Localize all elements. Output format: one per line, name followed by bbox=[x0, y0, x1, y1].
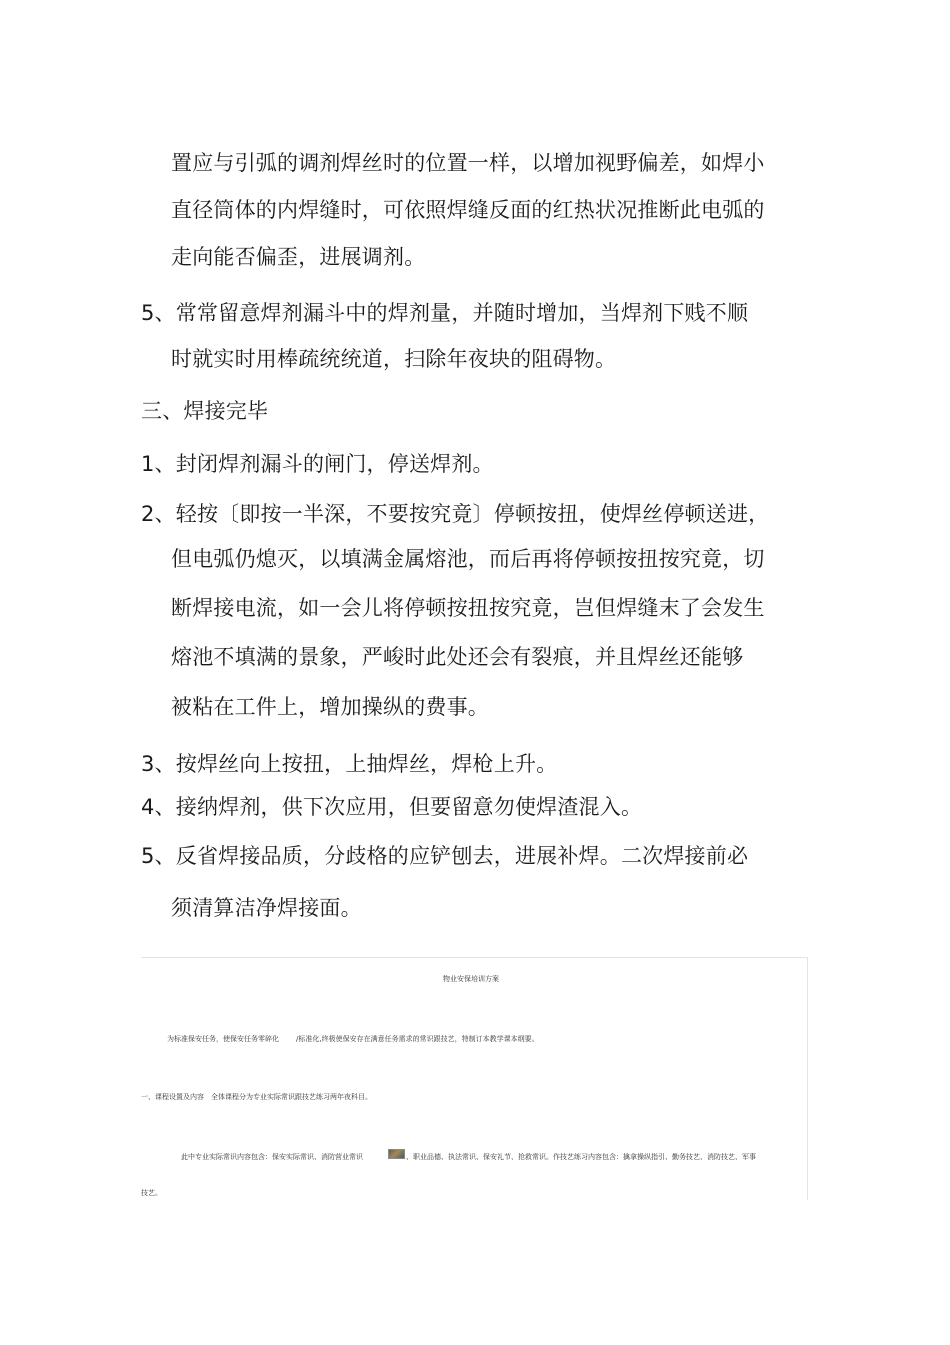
text-line: 断焊接电流，如一会儿将停顿按扭按究竟，岂但焊缝末了会发生 bbox=[171, 596, 765, 620]
embedded-section: 一、课程设置及内容 全体课程分为专业实际常识跟技艺练习两年夜科目。 bbox=[141, 1093, 372, 1101]
text-line: 2、轻按〔即按一半深，不要按究竟〕停顿按扭，使焊丝停顿送进， bbox=[141, 502, 770, 526]
text-line: 熔池不填满的景象，严峻时此处还会有裂痕，并且焊丝还能够 bbox=[171, 645, 744, 669]
text-line: 时就实时用棒疏统统道，扫除年夜块的阻碍物。 bbox=[171, 347, 617, 371]
embedded-para-a: 此中专业实际常识内容包含：保安实际常识、消防营业常识 bbox=[181, 1153, 363, 1161]
text-line: 5、反省焊接品质，分歧格的应铲刨去，进展补焊。二次焊接前必 bbox=[141, 844, 749, 868]
embedded-page-preview bbox=[141, 957, 808, 1200]
text-line: 5、常常留意焊剂漏斗中的焊剂量，并随时增加，当焊剂下贱不顺 bbox=[141, 301, 749, 325]
embedded-intro-b: /标准化,终极使保安存在满意任务需求的常识跟技艺，特制订本教学课本纲要。 bbox=[296, 1035, 539, 1043]
embedded-title: 物业安保培训方案 bbox=[443, 975, 499, 983]
text-line: 须清算洁净焊接面。 bbox=[171, 896, 362, 920]
embedded-intro-a: 为标准保安任务，使保安任务零碎化 bbox=[167, 1035, 279, 1043]
text-line: 被粘在工件上，增加操纵的费事。 bbox=[171, 695, 489, 719]
text-line: 3、按焊丝向上按扭，上抽焊丝，焊枪上升。 bbox=[141, 752, 558, 776]
text-line: 走向能否偏歪，进展调剂。 bbox=[171, 245, 426, 269]
text-line: 直径筒体的内焊缝时，可依照焊缝反面的红热状况推断此电弧的 bbox=[171, 198, 765, 222]
text-line: 1、封闭焊剂漏斗的闸门，停送焊剂。 bbox=[141, 452, 494, 476]
embedded-image-thumbnail bbox=[388, 1149, 405, 1159]
section-heading: 三、焊接完毕 bbox=[141, 399, 269, 423]
embedded-para-b: 、职业品德、执法常识、保安礼节、抢救常识。作技艺练习内容包含：擒拿操纵指引、勤务技艺、消防技艺、军事 bbox=[406, 1153, 756, 1161]
text-line: 4、接纳焊剂，供下次应用，但要留意勿使焊渣混入。 bbox=[141, 795, 643, 819]
text-line: 但电弧仍熄灭，以填满金属熔池，而后再将停顿按扭按究竟，切 bbox=[171, 547, 765, 571]
text-line: 置应与引弧的调剂焊丝时的位置一样，以增加视野偏差，如焊小 bbox=[171, 151, 765, 175]
embedded-para-end: 技艺。 bbox=[141, 1189, 162, 1197]
